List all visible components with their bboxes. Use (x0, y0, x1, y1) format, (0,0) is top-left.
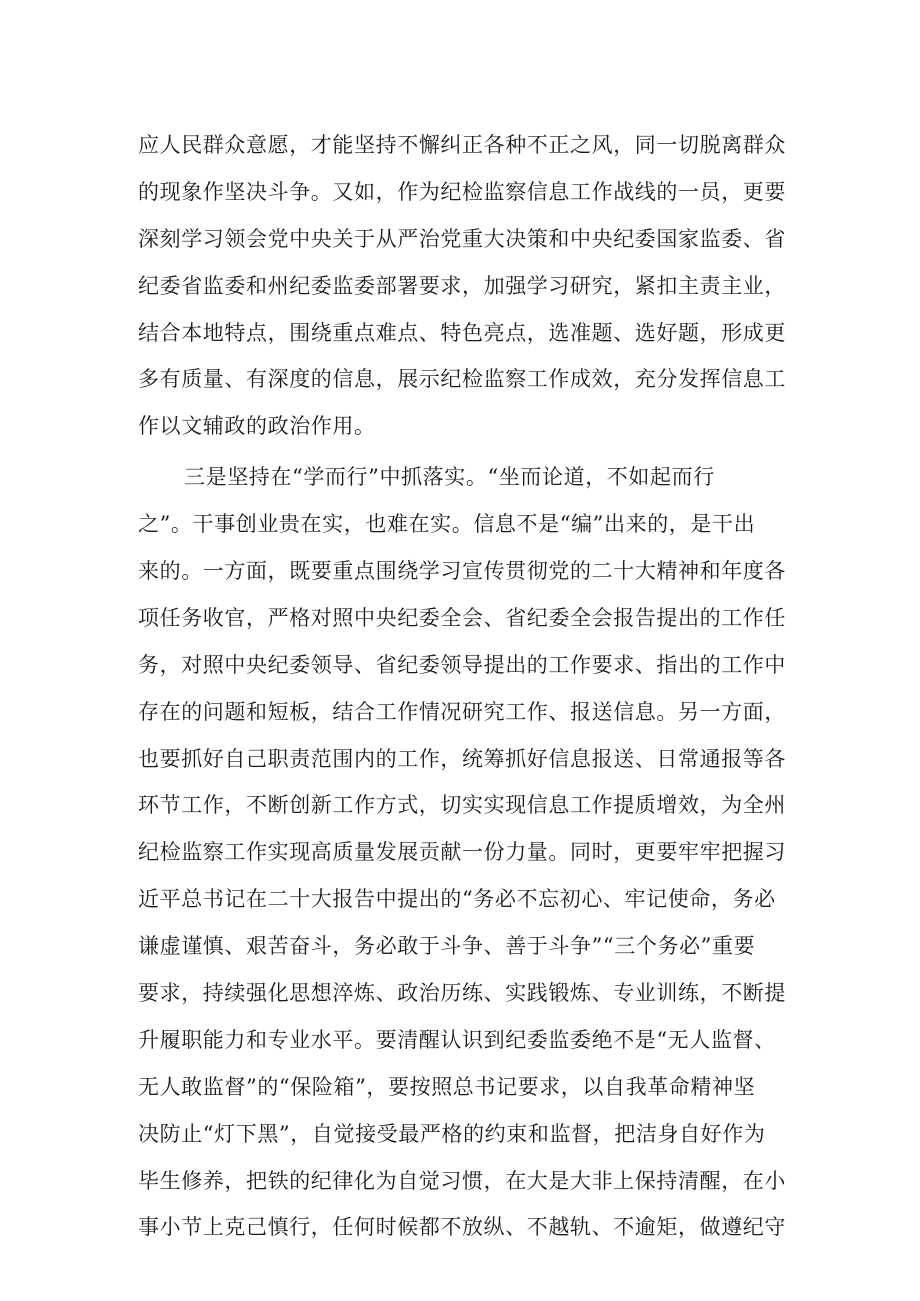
paragraph-line: 要求，持续强化思想淬炼、政治历练、实践锻炼、专业训练，不断提 (138, 981, 786, 1006)
paragraph-line: 毕生修养，把铁的纪律化为自觉习惯，在大是大非上保持清醒，在小 (138, 1168, 786, 1193)
paragraph-line: 谦虚谨慎、艰苦奋斗，务必敢于斗争、善于斗争”“三个务必”重要 (138, 934, 756, 959)
paragraph-line: 之”。干事创业贵在实，也难在实。信息不是“编”出来的，是干出 (138, 512, 756, 537)
paragraph-line: 事小节上克己慎行，任何时候都不放纵、不越轨、不逾矩，做遵纪守 (138, 1215, 786, 1240)
paragraph-line: 纪检监察工作实现高质量发展贡献一份力量。同时，更要牢牢把握习 (138, 840, 786, 865)
paragraph-line: 纪委省监委和州纪委监委部署要求，加强学习研究，紧扣主责主业， (138, 273, 786, 298)
paragraph-line: 无人敢监督”的“保险箱”，要按照总书记要求，以自我革命精神坚 (138, 1074, 756, 1099)
paragraph-line: 务，对照中央纪委领导、省纪委领导提出的工作要求、指出的工作中 (138, 652, 786, 677)
paragraph-line: 环节工作，不断创新工作方式，切实实现信息工作提质增效，为全州 (138, 793, 786, 818)
paragraph-line: 项任务收官，严格对照中央纪委全会、省纪委全会报告提出的工作任 (138, 605, 786, 630)
paragraph-line: 决防止“灯下黑”，自觉接受最严格的约束和监督，把洁身自好作为 (138, 1121, 766, 1146)
paragraph-line: 作以文辅政的政治作用。 (138, 414, 376, 439)
paragraph-1 (138, 122, 798, 450)
paragraph-line: 多有质量、有深度的信息，展示纪检监察工作成效，充分发挥信息工 (138, 367, 786, 392)
paragraph-line: 应人民群众意愿，才能坚持不懈纠正各种不正之风，同一切脱离群众 (138, 133, 786, 157)
paragraph-line: 结合本地特点，围绕重点难点、特色亮点，选准题、选好题，形成更 (138, 320, 786, 345)
paragraph-line: 的现象作坚决斗争。又如，作为纪检监察信息工作战线的一员，更要 (138, 179, 786, 204)
paragraph-line: 来的。一方面，既要重点围绕学习宣传贯彻党的二十大精神和年度各 (138, 559, 786, 584)
paragraph-line: 也要抓好自己职责范围内的工作，统筹抓好信息报送、日常通报等各 (138, 746, 786, 771)
paragraph-first-line: 三是坚持在“学而行”中抓落实。“坐而论道，不如起而行 (184, 465, 715, 490)
document-body (138, 122, 798, 1251)
paragraph-line: 深刻学习领会党中央关于从严治党重大决策和中央纪委国家监委、省 (138, 226, 786, 251)
paragraph-2 (138, 454, 798, 1251)
paragraph-line: 升履职能力和专业水平。要清醒认识到纪委监委绝不是“无人监督、 (138, 1027, 776, 1052)
paragraph-line: 存在的问题和短板，结合工作情况研究工作、报送信息。另一方面， (138, 699, 786, 724)
paragraph-line: 近平总书记在二十大报告中提出的“务必不忘初心、牢记使命，务必 (138, 887, 776, 912)
